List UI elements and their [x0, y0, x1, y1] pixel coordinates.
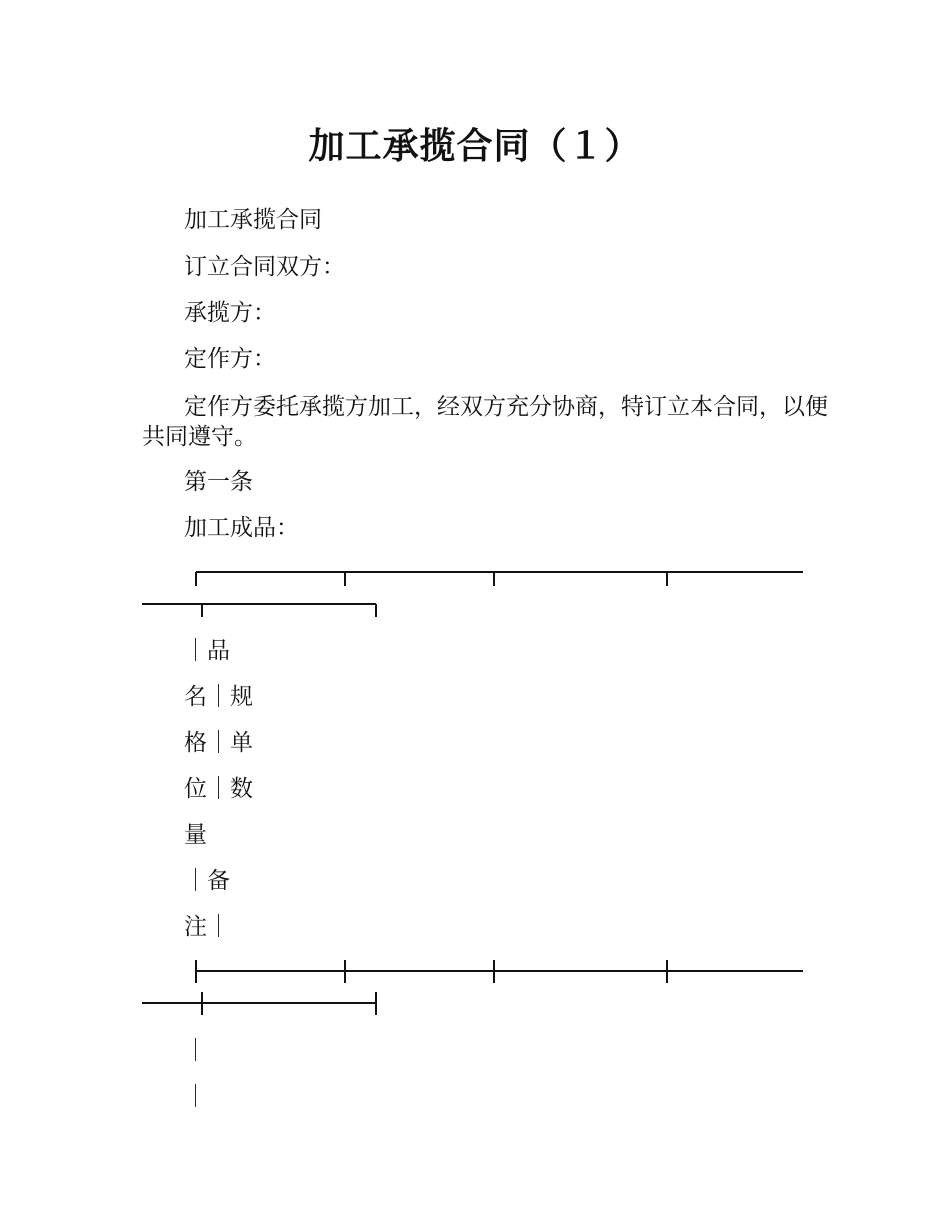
table-fragment: 量 [184, 822, 207, 848]
table-fragment: 名｜规 [184, 684, 253, 710]
text-line-contractor: 承揽方： [184, 300, 276, 326]
table-fragment: ｜品 [184, 638, 230, 664]
text-line-ordering-party: 定作方： [184, 346, 276, 372]
table-fragment: 格｜单 [184, 730, 253, 756]
article-item-label: 加工成品： [184, 515, 299, 541]
table-fragment: 注｜ [184, 914, 230, 940]
table-fragment: ｜备 [184, 868, 230, 894]
table-row-bar: ｜ [184, 1084, 207, 1110]
table-row-bar: ｜ [184, 1038, 207, 1064]
article-heading: 第一条 [184, 469, 253, 495]
table-fragment: 位｜数 [184, 776, 253, 802]
page-title: 加工承揽合同（１） [308, 126, 642, 167]
text-line-parties: 订立合同双方： [184, 254, 345, 280]
text-line-contract-name: 加工承揽合同 [184, 207, 322, 233]
text-paragraph-purpose: 定作方委托承揽方加工，经双方充分协商，特订立本合同，以便共同遵守。 [142, 394, 828, 450]
